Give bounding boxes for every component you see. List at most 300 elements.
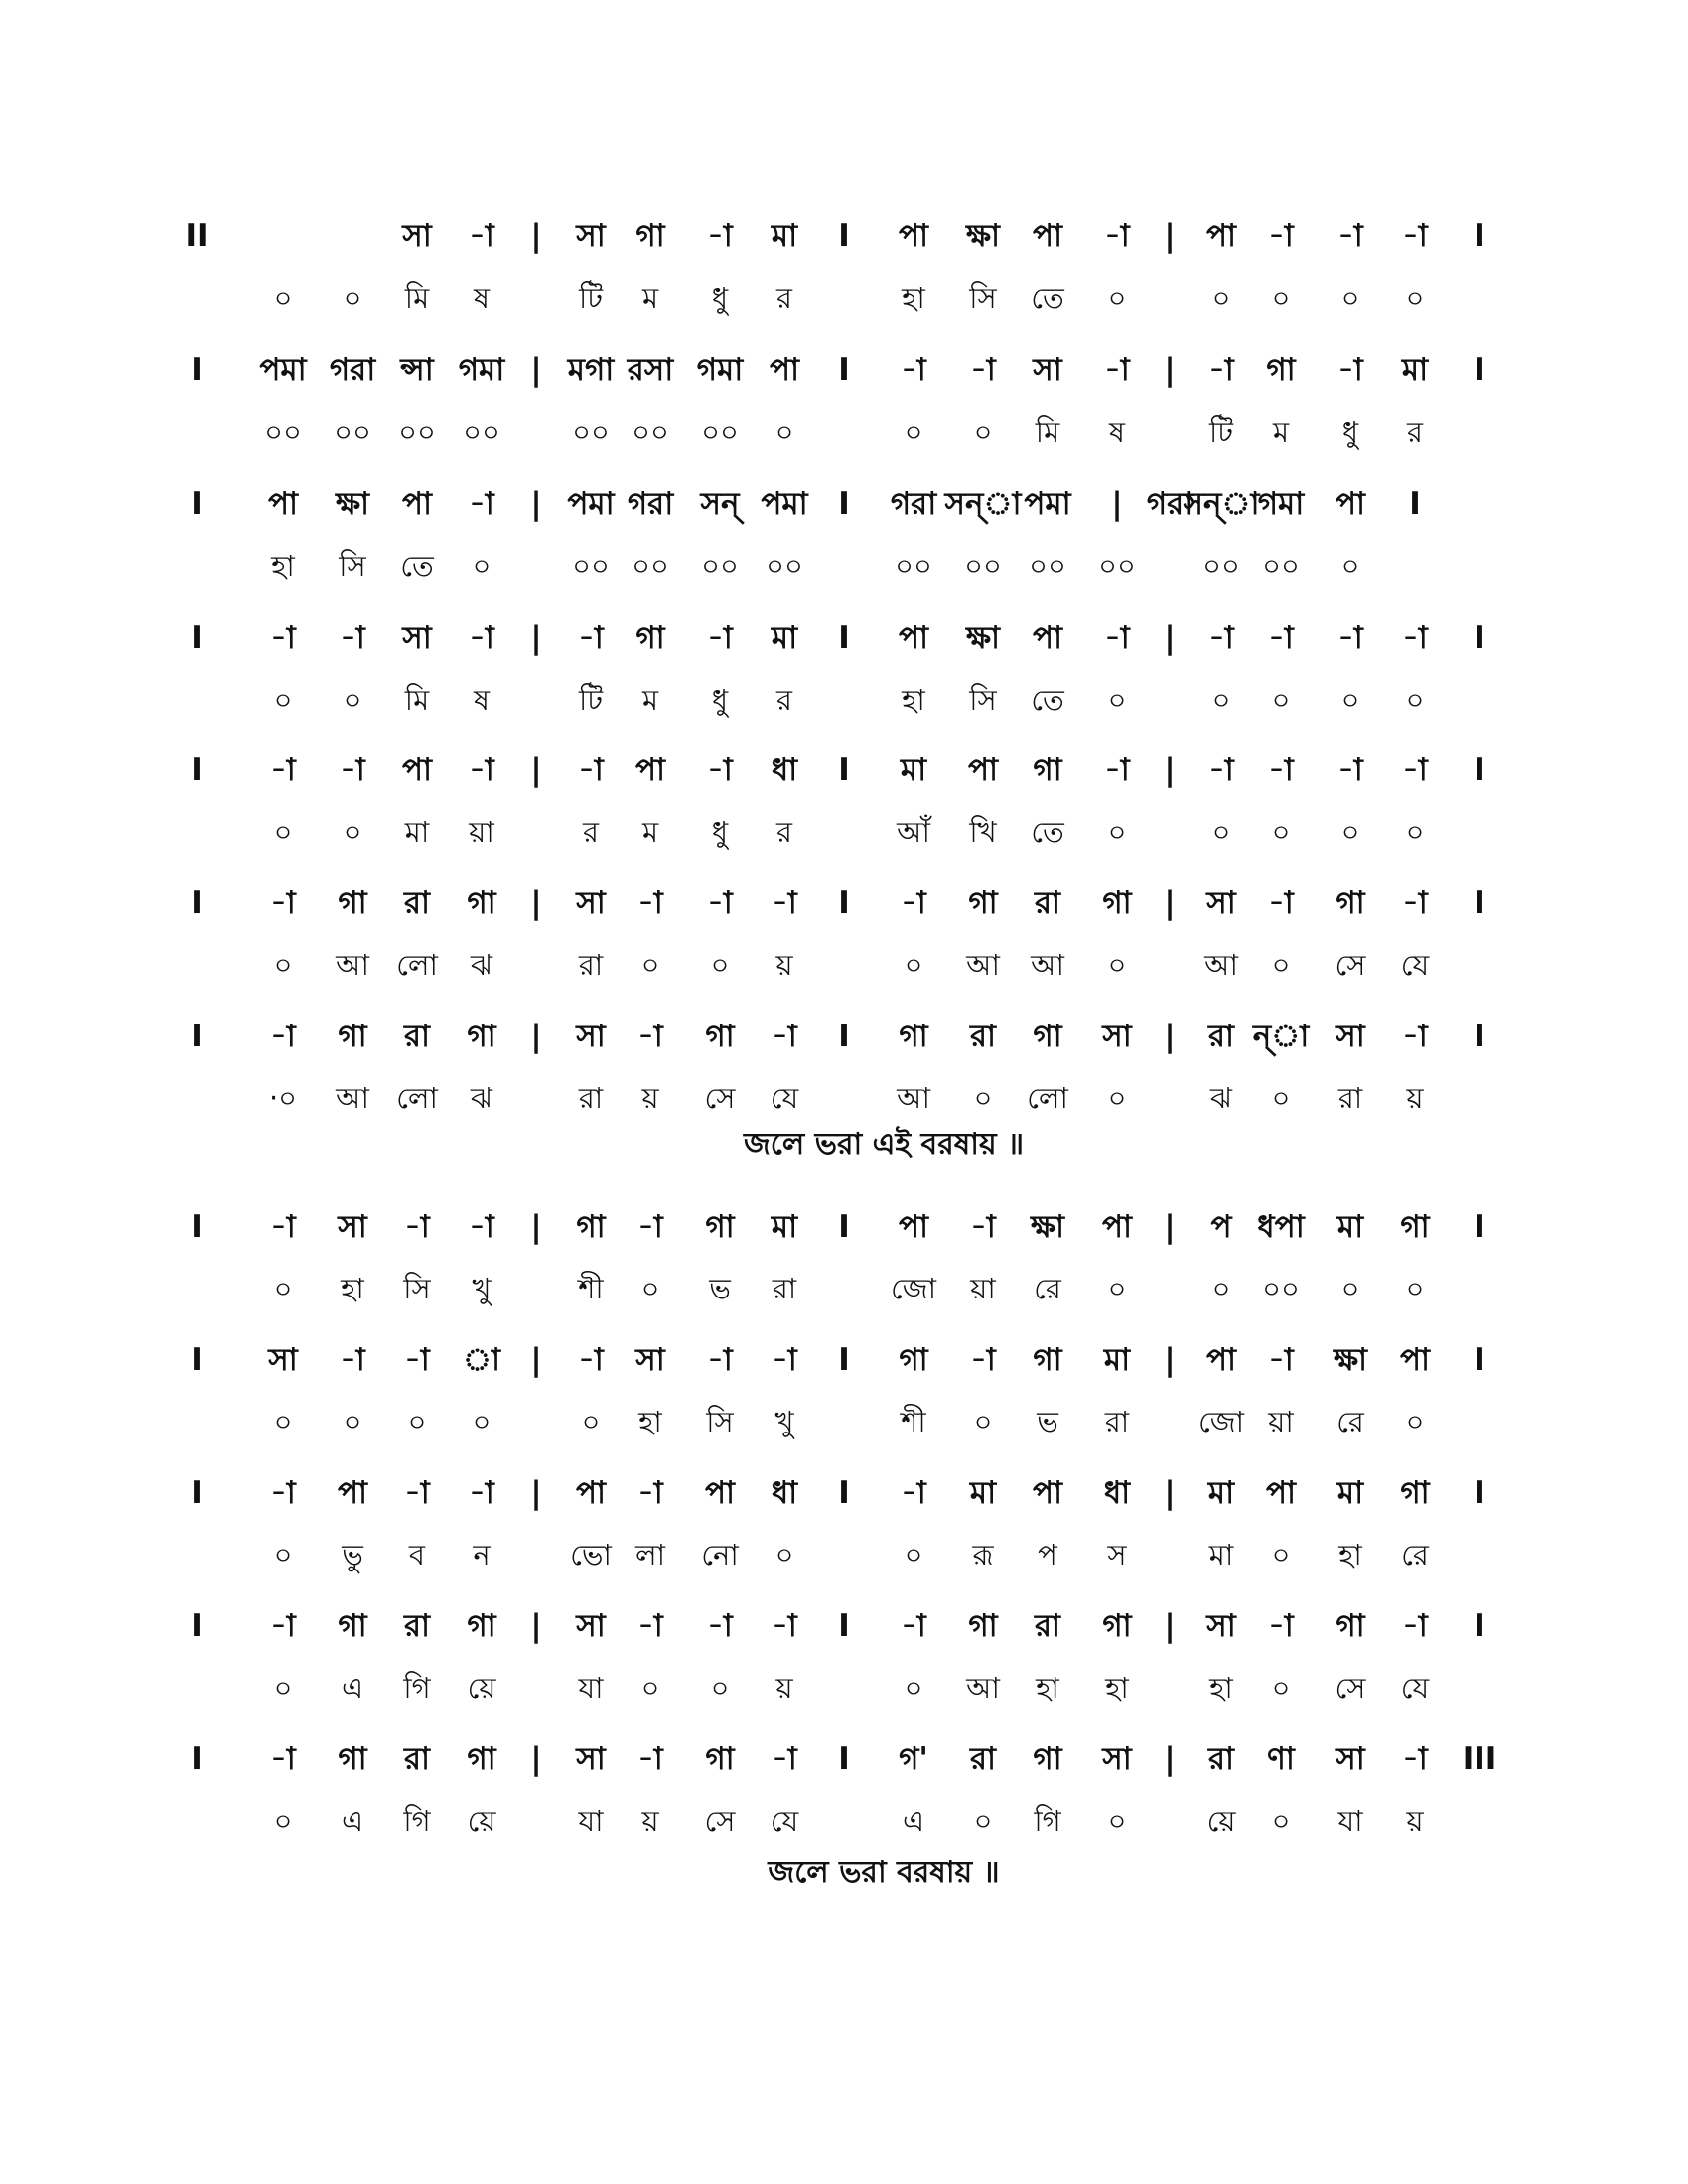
lyric-syllable: র [1407,415,1423,449]
lyric-syllable: ০০ [1262,549,1300,583]
note: পা [401,486,433,522]
lyric-syllable: ০ [1107,948,1127,982]
swaralipi-row [191,743,1529,798]
note: -া [270,620,296,656]
note: রা [1207,1741,1235,1777]
note: সন্া [944,486,1022,522]
note: -া [270,1475,296,1511]
note: মা [1401,352,1429,388]
bar-line: | [1111,486,1123,522]
note: -া [707,218,733,254]
bar-line: | [1164,352,1176,388]
bar-line: | [1164,1608,1176,1644]
lyric-syllable: ষ [474,683,490,717]
lyric-syllable: আঁ [897,815,930,849]
note: -া [340,620,365,656]
lyric-syllable: ষ [474,281,490,315]
lyric-syllable: লা [634,1538,666,1571]
bar-line: | [1164,1209,1176,1245]
swaralipi-row [191,1731,1529,1787]
lyric-syllable: এ [902,1804,925,1838]
lyric-syllable: ০ [1405,815,1425,849]
lyric-syllable: ০ [774,1538,794,1571]
notation-line [191,1199,1529,1318]
note: গা [1033,752,1062,788]
lyric-syllable: টি [578,683,604,717]
notation-line [191,611,1529,730]
lyric-syllable: ০ [1405,1405,1425,1438]
note: ন্া [1252,1019,1310,1054]
bar-line: I [838,752,850,788]
note: সা [576,1741,606,1777]
lyrics-row [199,404,1529,460]
lyric-syllable: ০০ [334,415,371,449]
lyric-syllable: লো [396,948,438,982]
lyrics-row [199,1793,1529,1848]
note: পা [1335,486,1366,522]
lyric-syllable: সে [704,1804,736,1838]
bar-line: I [191,486,203,522]
lyric-syllable: এ [341,1804,364,1838]
lyric-syllable: র [776,683,792,717]
lyric-syllable: রা [578,948,604,982]
note: -া [637,1608,663,1644]
note: ক্ষা [965,620,1001,656]
lyric-syllable: প [1038,1538,1057,1571]
lyric-syllable: রে [1336,1405,1364,1438]
lyric-syllable: সি [969,281,997,315]
note: রসা [627,352,674,388]
lyric-syllable: ০ [1107,1081,1127,1115]
note: -া [469,752,494,788]
note: পা [634,752,666,788]
bar-line: | [530,1209,542,1245]
lyric-syllable: ০০ [632,415,669,449]
lyric-syllable: গি [1034,1804,1061,1838]
note: মা [771,1209,798,1245]
note: পা [401,752,433,788]
note: পা [575,1475,607,1511]
note: ক্ষা [965,218,1001,254]
lyric-syllable: ০ [640,948,660,982]
lyric-syllable: ০ [273,1272,293,1305]
note: -া [1337,620,1363,656]
note: গা [576,1209,606,1245]
lyric-syllable: ০ [1271,815,1291,849]
lyric-syllable: ০ [973,415,993,449]
notation-line [191,477,1529,596]
notation-line [191,1465,1529,1584]
bar-line: I [191,1608,203,1644]
note: পা [1205,218,1237,254]
bar-line: I [838,486,850,522]
lyric-syllable: সি [403,1272,431,1305]
note: গা [635,620,665,656]
note: পা [898,620,929,656]
bar-line: I [1474,752,1485,788]
note: ক্ষা [1030,1209,1065,1245]
lyric-syllable: র [583,815,599,849]
note: সন্ [700,486,740,522]
lyric-syllable: ০ [273,948,293,982]
lyric-syllable: য়া [469,815,494,849]
lyric-syllable: আ [966,948,1000,982]
note: -া [404,1209,430,1245]
lyric-syllable: ০ [904,1671,923,1705]
lyric-syllable: ০০ [398,415,436,449]
refrain-line-1: জলে ভরা এই বরষায় ॥ [743,1127,1025,1161]
note: গা [1400,1475,1430,1511]
bar-line: I [1474,1475,1485,1511]
swaralipi-row [191,1009,1529,1064]
lyric-syllable: য় [775,948,793,982]
note: -া [1208,352,1234,388]
note: গা [899,1342,928,1378]
lyric-syllable: ০০ [964,549,1002,583]
lyrics-row [199,1660,1529,1715]
note: গা [1102,1608,1132,1644]
note: গা [467,1741,496,1777]
note: -া [1104,218,1130,254]
note: -া [901,1475,926,1511]
bar-line: III [1462,1741,1497,1777]
note: -া [270,752,296,788]
note: -া [1337,218,1363,254]
note: গা [467,1608,496,1644]
note: -া [1402,620,1428,656]
note: -া [637,1741,663,1777]
note: সন্া [1183,486,1260,522]
bar-line: | [1164,620,1176,656]
lyric-syllable: ০০ [1262,1272,1300,1305]
lyric-syllable: ধু [711,683,729,717]
lyric-syllable: এ [341,1671,364,1705]
lyric-syllable: ভো [570,1538,612,1571]
bar-line: I [191,1342,203,1378]
lyric-syllable: ঝ [1210,1081,1232,1115]
note: গা [1033,1342,1062,1378]
note: গা [1266,352,1296,388]
note: রা [1034,886,1061,921]
note: পা [704,1475,736,1511]
lyric-syllable: য়ে [467,1804,496,1838]
lyric-syllable: মা [1208,1538,1234,1571]
note: -া [970,352,996,388]
notation-line [191,1731,1529,1850]
bar-line: | [530,218,542,254]
bar-line: | [530,1342,542,1378]
note: রা [969,1019,997,1054]
note: মগা [567,352,615,388]
note: গা [1033,1019,1062,1054]
note: -া [469,1475,494,1511]
lyric-syllable: ০ [1107,1804,1127,1838]
note: রা [1207,1019,1235,1054]
note: সা [1102,1741,1132,1777]
note: পা [1399,1342,1431,1378]
note: -া [404,1475,430,1511]
bar-line: I [1474,218,1485,254]
note: গরা [1146,486,1194,522]
lyric-syllable: ০ [273,683,293,717]
note: -া [340,1342,365,1378]
note: ধা [771,1475,798,1511]
bar-line: I [191,352,203,388]
lyrics-row [199,672,1529,728]
lyric-syllable: য় [641,1081,659,1115]
note: -া [1268,1342,1294,1378]
lyrics-row [199,1394,1529,1449]
note: গরা [329,352,376,388]
note: -া [578,1342,604,1378]
lyric-syllable: আ [1031,948,1064,982]
lyric-syllable: ০ [1271,683,1291,717]
note: মা [1336,1475,1364,1511]
lyric-syllable: ভ [709,1272,731,1305]
lyrics-row [199,937,1529,993]
lyric-syllable: ০ [1271,948,1291,982]
lyric-syllable: ব [408,1538,426,1571]
note: মা [1207,1475,1235,1511]
note: -া [1208,620,1234,656]
notation-line [191,342,1529,462]
note: -া [1402,1608,1428,1644]
bar-line: | [530,1019,542,1054]
lyric-syllable: খু [472,1272,492,1305]
bar-line: I [838,620,850,656]
note: ণা [1267,1741,1295,1777]
note: গা [705,1209,735,1245]
lyric-syllable: ০ [1211,815,1231,849]
lyric-syllable: শী [901,1405,926,1438]
note: রা [969,1741,997,1777]
lyric-syllable: হা [902,683,925,717]
note: সা [1206,1608,1236,1644]
note: -া [1402,1741,1428,1777]
lyric-syllable: তে [400,549,434,583]
lyric-syllable: ম [1272,415,1290,449]
lyric-syllable: ০০ [1098,549,1136,583]
note: গা [467,886,496,921]
lyric-syllable: যা [578,1671,604,1705]
lyric-syllable: ০ [640,1272,660,1305]
lyric-syllable: ০০ [701,549,739,583]
lyric-syllable: ·০ [268,1081,298,1115]
bar-line: | [1164,1475,1176,1511]
note: -া [1208,752,1234,788]
note: গা [1102,886,1132,921]
note: -া [901,886,926,921]
lyric-syllable: য়া [1268,1405,1294,1438]
lyric-syllable: ০ [1405,281,1425,315]
bar-line: I [838,886,850,921]
lyric-syllable: ০০ [264,415,302,449]
lyric-syllable: ০ [640,1671,660,1705]
note: -া [404,1342,430,1378]
lyric-syllable: ০ [472,1405,492,1438]
note: পা [1101,1209,1133,1245]
note: -া [1268,1608,1294,1644]
lyric-syllable: র [776,281,792,315]
note: পমা [1024,486,1071,522]
swaralipi-row [191,1199,1529,1255]
lyric-syllable: ০ [973,1804,993,1838]
notation-line [191,743,1529,862]
lyric-syllable: লো [396,1081,438,1115]
lyric-syllable: নো [701,1538,739,1571]
lyric-syllable: ভু [342,1538,363,1571]
note: -া [901,1608,926,1644]
lyric-syllable: ০ [710,948,730,982]
note: গমা [458,352,505,388]
note: সা [1033,352,1062,388]
note: প [1210,1209,1232,1245]
bar-line: I [838,352,850,388]
lyric-syllable: ০০ [572,415,610,449]
lyric-syllable: ধু [711,815,729,849]
lyric-syllable: মি [404,683,430,717]
bar-line: I [191,886,203,921]
note: -া [578,620,604,656]
bar-line: I [1474,1019,1485,1054]
lyric-syllable: ০০ [701,415,739,449]
bar-line: I [838,1342,850,1378]
swaralipi-row [191,1465,1529,1521]
bar-line: | [530,886,542,921]
lyric-syllable: আ [336,1081,369,1115]
lyric-syllable: ০ [1340,815,1360,849]
note: গ' [899,1741,928,1777]
note: সা [576,886,606,921]
note: গমা [1257,486,1305,522]
lyric-syllable: সি [969,683,997,717]
note: রা [1034,1608,1061,1644]
bar-line: | [1164,1342,1176,1378]
note: পা [898,218,929,254]
note: -া [469,620,494,656]
lyric-syllable: ০০ [1029,549,1066,583]
lyric-syllable: ০ [904,1538,923,1571]
lyrics-row [199,270,1529,326]
lyric-syllable: রে [1034,1272,1061,1305]
lyric-syllable: ম [641,683,659,717]
note: গরা [890,486,937,522]
note: -া [707,1608,733,1644]
lyric-syllable: টি [578,281,604,315]
note: পা [898,1209,929,1245]
lyrics-row [199,538,1529,594]
lyric-syllable: ০ [343,281,362,315]
note: -া [340,752,365,788]
lyric-syllable: ভ [1037,1405,1058,1438]
lyric-syllable: ০ [1271,1538,1291,1571]
lyric-syllable: র [776,815,792,849]
notation-line [191,1598,1529,1717]
bar-line: I [191,752,203,788]
note: পমা [259,352,307,388]
bar-line: I [1474,352,1485,388]
swaralipi-row [191,477,1529,532]
note: সা [1206,886,1236,921]
note: -া [1402,752,1428,788]
note: পা [967,752,999,788]
notation-line [191,1332,1529,1451]
lyric-syllable: ০ [774,415,794,449]
bar-line: I [191,1741,203,1777]
lyric-syllable: ০০ [572,549,610,583]
swaralipi-row [191,611,1529,666]
note: পা [769,352,800,388]
lyric-syllable: গি [403,1804,431,1838]
note: -া [270,1019,296,1054]
lyric-syllable: ০ [1107,281,1127,315]
lyric-syllable: ০ [273,1405,293,1438]
note: গা [1400,1209,1430,1245]
note: গা [899,1019,928,1054]
lyric-syllable: য়ে [467,1671,496,1705]
lyric-syllable: ০০ [766,549,803,583]
note: পা [267,486,299,522]
lyric-syllable: ০ [1271,1671,1291,1705]
lyric-syllable: যে [770,1804,799,1838]
lyric-syllable: সে [704,1081,736,1115]
note: -া [270,1741,296,1777]
bar-line: | [1164,218,1176,254]
note: রা [403,1741,431,1777]
lyric-syllable: জো [890,1272,937,1305]
notation-line [185,208,1529,328]
lyric-syllable: মা [404,815,430,849]
lyric-syllable: ন [473,1538,491,1571]
note: গা [705,1019,735,1054]
note: -া [469,218,494,254]
note: -া [1337,352,1363,388]
swaralipi-row [191,876,1529,931]
lyric-syllable: ০ [1340,683,1360,717]
lyric-syllable: টি [1208,415,1234,449]
bar-line: I [838,1608,850,1644]
lyric-syllable: ০ [1340,549,1360,583]
lyric-syllable: ০ [273,1538,293,1571]
bar-line: I [838,1741,850,1777]
note: ধপা [1257,1209,1305,1245]
note: রা [403,886,431,921]
lyric-syllable: হা [341,1272,364,1305]
bar-line: I [1409,486,1421,522]
note: গা [705,1741,735,1777]
note: -া [970,1209,996,1245]
lyric-syllable: তে [1031,815,1064,849]
lyric-syllable: যে [770,1081,799,1115]
lyric-syllable: ০ [273,1671,293,1705]
note: সা [268,1342,298,1378]
lyric-syllable: ০ [1211,1272,1231,1305]
lyric-syllable: ০ [343,815,362,849]
note: গা [338,886,367,921]
lyric-syllable: য়া [970,1272,996,1305]
lyric-syllable: যা [578,1804,604,1838]
lyric-syllable: ০ [343,683,362,717]
notation-line [191,1009,1529,1128]
lyric-syllable: ০০ [632,549,669,583]
lyric-syllable: ০ [1340,281,1360,315]
note: সা [576,1019,606,1054]
note: মা [900,752,927,788]
bar-line: I [1474,1209,1485,1245]
note: -া [1104,352,1130,388]
bar-line: I [838,1475,850,1511]
swaralipi-row [191,342,1529,398]
